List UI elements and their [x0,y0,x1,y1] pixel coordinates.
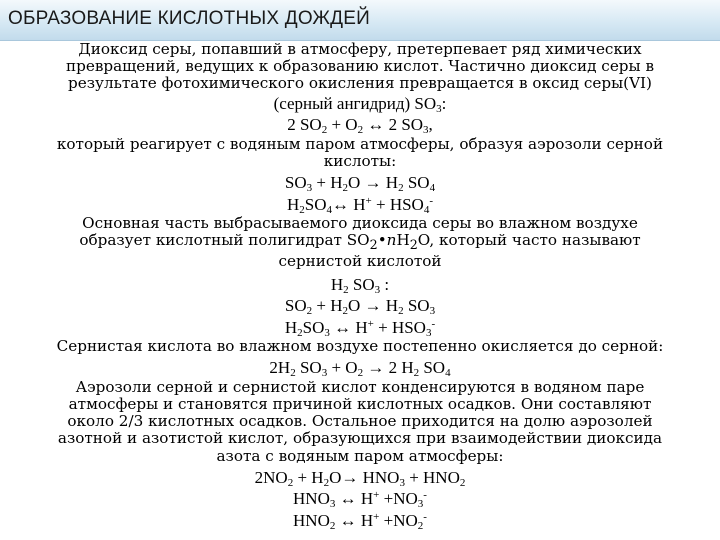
formula-h2so3: $H_2$ $SO_3$ : [330,274,390,296]
reaction-hno3-dissociation: $HNO_3$ ↔ $H^+ +NO_3^-$ [293,489,427,511]
slide-title: ОБРАЗОВАНИЕ КИСЛОТНЫХ ДОЖДЕЙ [8,8,370,29]
text-line: Диоксид серы, попавший в атмосферу, претерпевает ряд химических [78,40,642,58]
text-line: азота с водяным паром атмосферы: [216,446,504,465]
text-line: Сернистая кислота во влажном воздухе постепенно окисляется до серной: [56,337,664,356]
reaction-h2so3-dissociation: $H_2SO_3$ ↔ $H^+ + HSO_3^-$ [284,317,436,339]
slide-body [0,41,720,531]
reaction-so3-hydration: $SO_3 + H_2O \to H_2$ $SO_4$ [284,173,436,195]
text-line: азотной и азотистой кислот, образующихся при взаимодействии диоксида [57,429,663,448]
reaction-so2-oxidation: 2 $SO_2 + O_2$ ↔ 2 $SO_3$, [287,115,433,137]
anhydride-line: (серный ангидрид) $SO_3$: [273,93,447,115]
text-line: Основная часть выбрасываемого диоксида серы во влажном воздухе [82,214,638,233]
text-line: атмосферы и становятся причиной кислотных осадков. Они составляют [68,395,652,414]
reaction-h2so3-oxidation: $2H_2$ $SO_3 + O_2 \to 2$ $H_2$ $SO_4$ [269,358,451,380]
text-line: превращений, ведущих к образованию кислот. Частично диоксид серы в [66,57,654,76]
text-line: образует кислотный полигидрат $SO_2•nH_2O$, который часто называют [79,231,641,253]
reaction-no2-hydration: $2NO_2 + H_2O\to HNO_3 + HNO_2$ [254,467,466,489]
text-line: сернистой кислотой [278,252,442,271]
reaction-hno2-dissociation: $HNO_2$ ↔ $H^+ +NO_2^-$ [293,510,427,532]
slide-title-bar [0,0,720,41]
reaction-h2so4-dissociation: $H_2SO_4\leftrightarrow$ $H^+ + HSO_4^-$ [286,194,434,216]
reaction-so2-hydration: $SO_2 + H_2O \to H_2$ $SO_3$ [284,296,436,318]
text-line: около 2/3 кислотных осадков. Остальное приходится на долю аэрозолей [67,412,653,431]
text-line: Аэрозоли серной и сернистой кислот конденсируются в водяном паре [75,377,645,396]
text-line: кислоты: [323,151,397,170]
text-line: который реагирует с водяным паром атмосферы, образуя аэрозоли серной [56,134,664,153]
text-line: результате фотохимического окисления превращается в оксид серы(VI) [68,74,652,93]
